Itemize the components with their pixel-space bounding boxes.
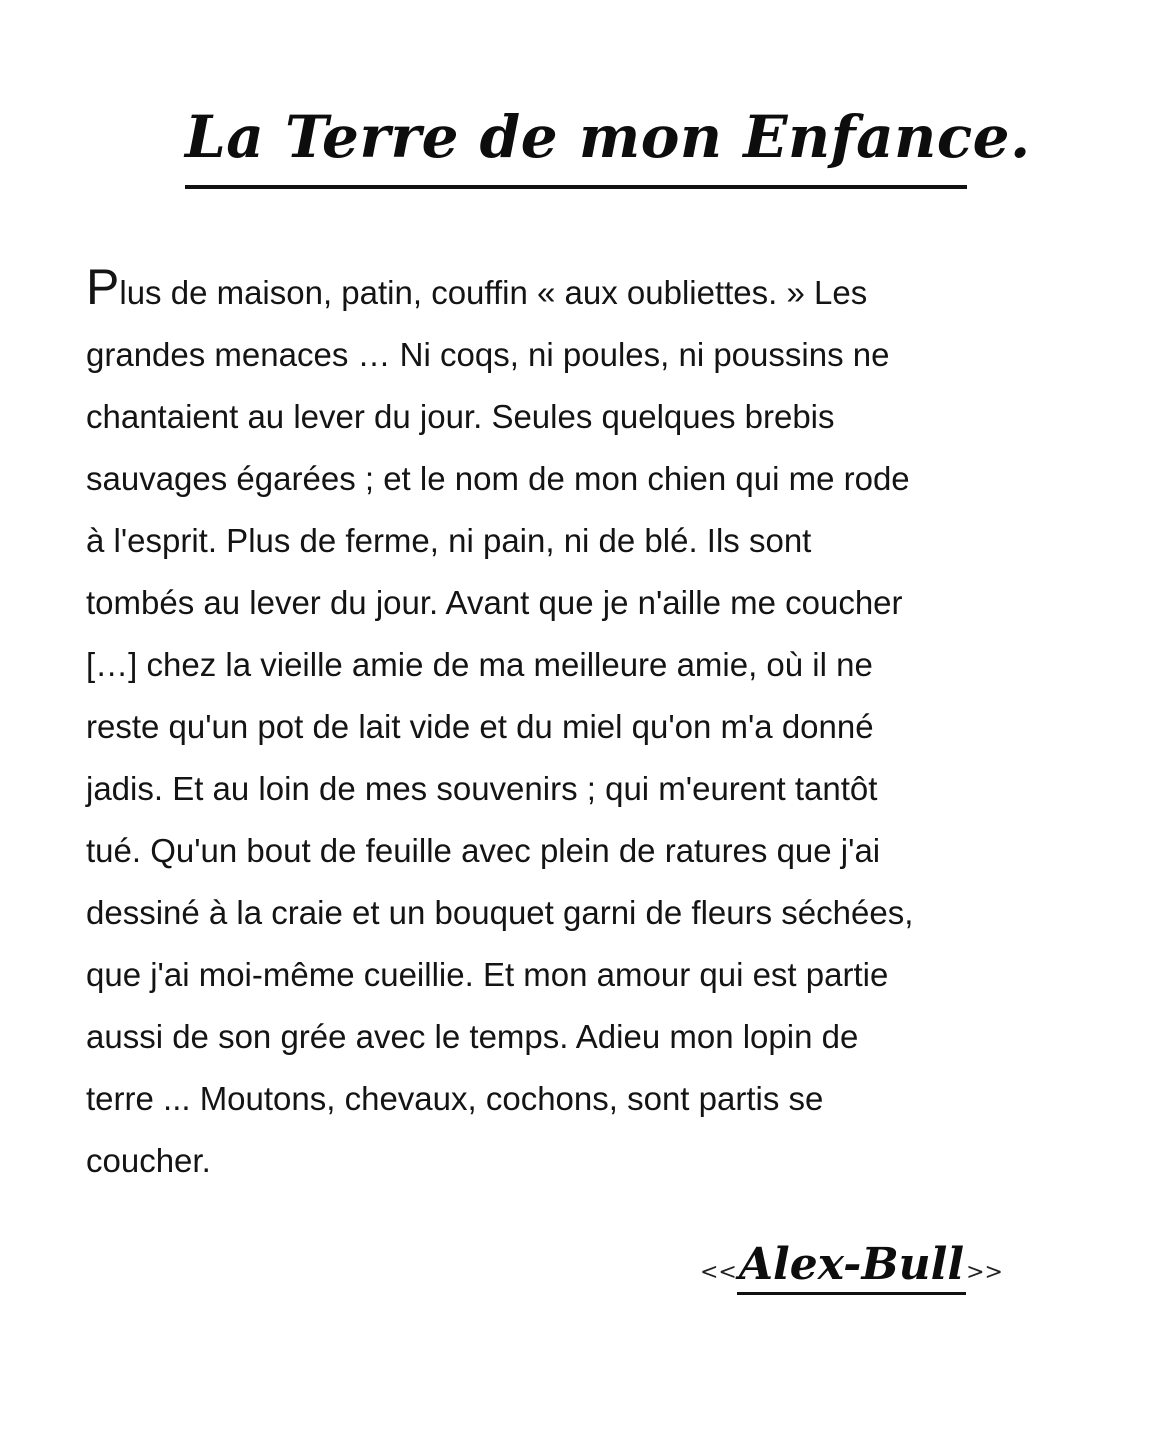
poem-line: que j'ai moi-même cueillie. Et mon amour qui est partie <box>86 956 889 993</box>
first-line-text: lus de maison, patin, couffin « aux oubliettes. » Les <box>119 274 868 311</box>
drop-cap: P <box>86 259 120 315</box>
poem-line-1 <box>86 256 1076 324</box>
poem-line: tombés au lever du jour. Avant que je n'aille me coucher <box>86 584 903 621</box>
signature-name: Alex-Bull <box>737 1238 966 1295</box>
poem-line: reste qu'un pot de lait vide et du miel qu'on m'a donné <box>86 708 874 745</box>
poem-line: à l'esprit. Plus de ferme, ni pain, ni de blé. Ils sont <box>86 522 812 559</box>
poem-line: jadis. Et au loin de mes souvenirs ; qui m'eurent tantôt <box>86 770 878 807</box>
poem-line: sauvages égarées ; et le nom de mon chien qui me rode <box>86 460 910 497</box>
page-title: La Terre de mon Enfance. <box>185 103 1031 171</box>
poem-line: chantaient au lever du jour. Seules quelques brebis <box>86 398 835 435</box>
title-container <box>185 96 1031 178</box>
signature <box>700 1238 1080 1308</box>
poem-line: terre ... Moutons, chevaux, cochons, sont partis se <box>86 1080 824 1117</box>
poem-line: dessiné à la craie et un bouquet garni de fleurs séchées, <box>86 894 914 931</box>
title-underline <box>185 185 967 189</box>
poem-line: […] chez la vieille amie de ma meilleure amie, où il ne <box>86 646 873 683</box>
poem-body <box>86 256 1076 1192</box>
poem-line: aussi de son grée avec le temps. Adieu mon lopin de <box>86 1018 859 1055</box>
poem-line: tué. Qu'un bout de feuille avec plein de ratures que j'ai <box>86 832 881 869</box>
signature-close-bracket: >> <box>966 1260 1003 1285</box>
poem-line: grandes menaces … Ni coqs, ni poules, ni poussins ne <box>86 336 890 373</box>
poem-line: coucher. <box>86 1142 211 1179</box>
signature-open-bracket: << <box>700 1260 737 1285</box>
